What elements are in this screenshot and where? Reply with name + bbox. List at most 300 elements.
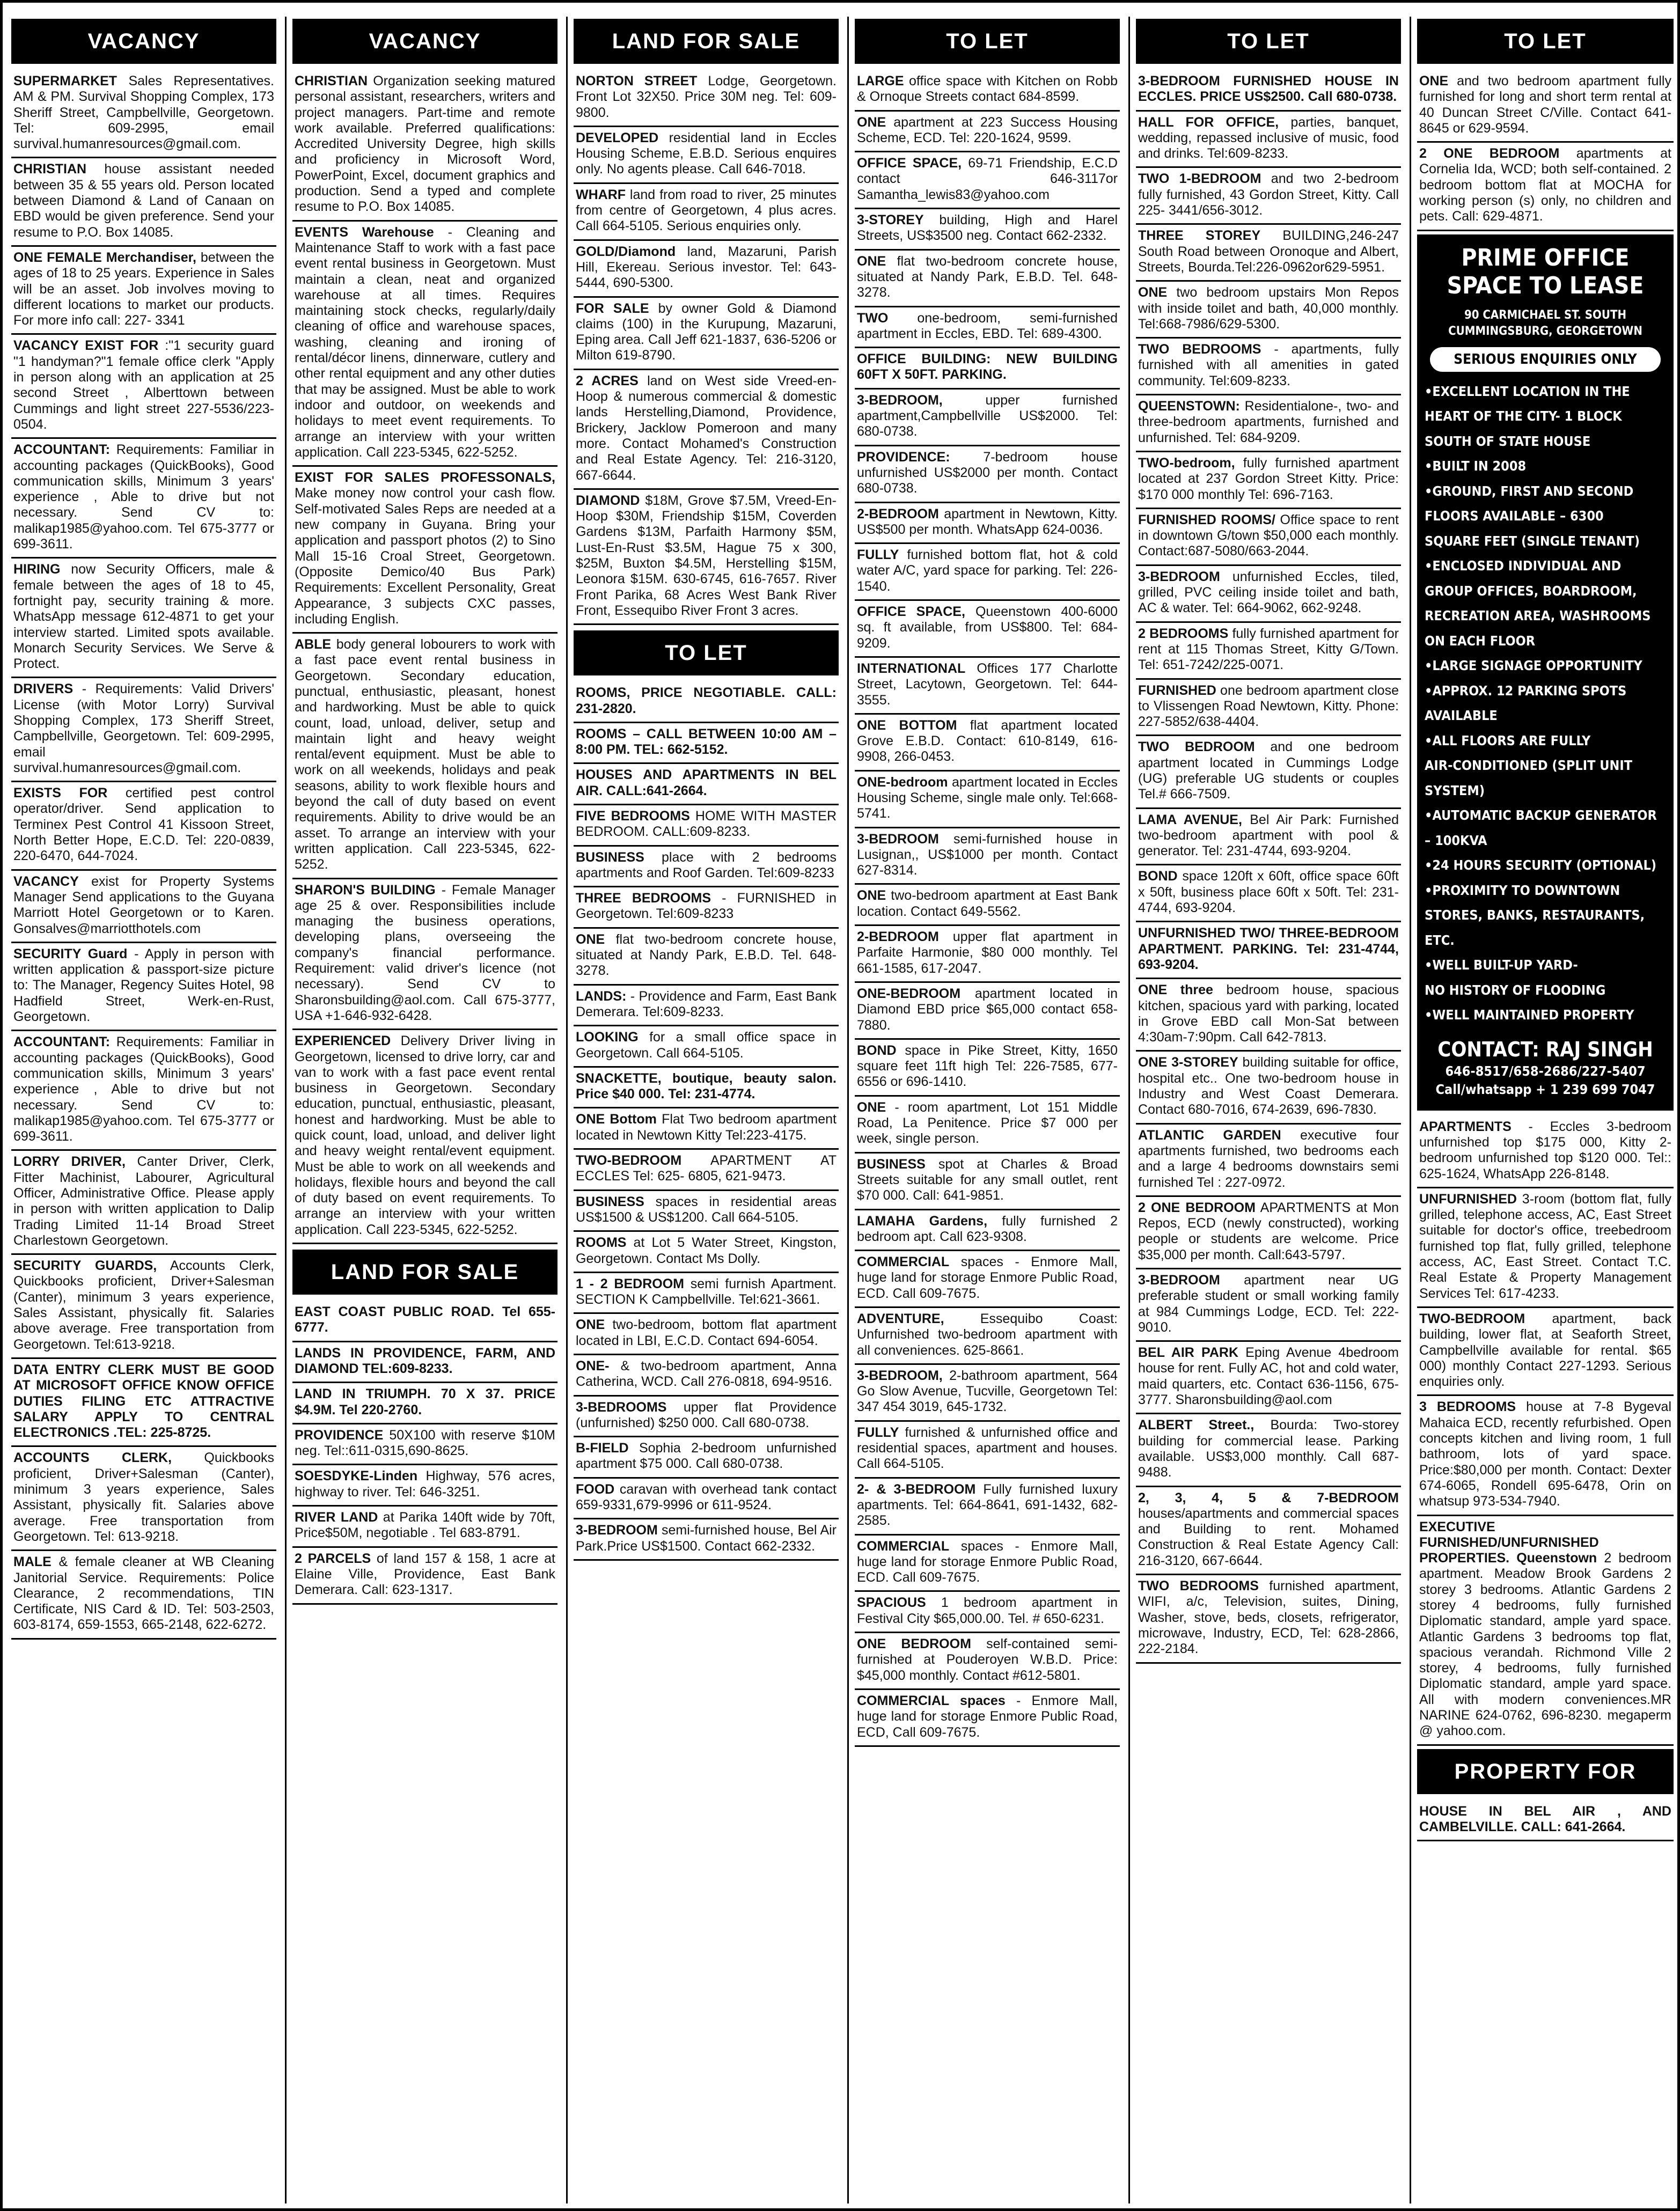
ad-lead: BUSINESS [576, 1194, 644, 1209]
classified-ad [292, 1383, 557, 1424]
ad-body: body general lobourers to work with a fast pace event rental business in Georgetown. Secondary education, punctual, enthusiastic, pleasant, honest and hardworking. Must be able to quick count, load, unload, deliver, setup and maintain light and heavy weight rental/event equipment. Must be able to work on all weekends, holidays and peak seasons, ability to work flexible hours and beyond the call of duty based on event requirements. Ability to drive would be an asset. To arrange an interview with your written application. Call 223-5345, 622-5252. [295, 637, 555, 872]
ad-lead: OFFICE BUILDING: NEW BUILDING 60FT X 50FT. PARKING. [857, 351, 1118, 383]
ad-body: Essequibo Coast: Unfurnished two-bedroom apartment with all conveniences. 625-8661. [857, 1311, 1118, 1358]
classified-ad [11, 158, 276, 246]
classified-ad [11, 1255, 276, 1359]
ad-body: house assistant needed between 35 & 55 years old. Person located between Diamond & Land of Canaan on EBD would be given preference. Send your resume to P.O. Box 14085. [13, 161, 274, 240]
ad-lead: ABLE [295, 637, 332, 652]
ad-body: at Lot 5 Water Street, Kingston, Georgetown. Contact Ms Dolly. [576, 1235, 837, 1266]
ad-lead: 3-BEDROOM, [857, 1368, 943, 1383]
ad-body: flat two-bedroom concrete house, situated at Nandy Park, E.B.D. Tel. 648-3278. [576, 931, 837, 979]
ad-lead: NORTON STREET [576, 74, 698, 89]
vacancy-ads [292, 70, 557, 1244]
classified-ad [574, 805, 839, 847]
ad-lead: OFFICE SPACE, [857, 604, 965, 620]
classified-ad [855, 503, 1120, 545]
section-header-to-let: TO LET [1136, 19, 1401, 64]
ad-body: Highway, 576 acres, highway to river. Tel: 646-3251. [295, 1468, 555, 1500]
column-to-let [855, 17, 1120, 2203]
ad-body: Delivery Driver living in Georgetown, licensed to drive lorry, car and van to work with a fast pace event rental business in Georgetown. Secondary education, punctual, enthusiastic, pleasant, honest and hardworking. Must be able to quick count, load, unload, and deliver light and heavy weight rental/event equipment. Must be able to work on all weekends and holidays, flexible hours and beyond the call of duty based on event requirements. To arrange an interview with your written application. Call 223-5345, 622-5252. [295, 1033, 555, 1237]
column-vacancy-land [292, 17, 557, 2203]
classified-ad [855, 772, 1120, 828]
classified-ad [574, 241, 839, 298]
ad-body: - Cleaning and Maintenance Staff to work with a fast pace event rental business in Georgetown. Must maintain a clean, neat and organized warehouse at all times. Requires maintaining stock checks, regularly/daily cleaning of office and warehouse spaces, washing, cleaning and ironing of rental/décor linens, dinnerware, cutlery and other rental equipment and any other duties that may be assigned. Must be able to work indoor and outdoor, on weekends and holidays to meet event requirements. To arrange an interview with your written application. Call 223-5345, 622-5252. [295, 224, 556, 460]
feature-line: ETC. [1425, 932, 1455, 948]
ad-lead: 1 - 2 BEDROOM [576, 1276, 684, 1291]
classified-ad [1136, 865, 1401, 922]
ad-lead: TWO BEDROOMS [1138, 342, 1261, 357]
land-ads [574, 70, 839, 625]
ad-lead: 3-BEDROOMS [576, 1399, 667, 1415]
classified-ad [1136, 979, 1401, 1052]
ad-body: apartment located in Eccles Housing Scheme, single male only. Tel:668-5741. [857, 774, 1118, 821]
classified-ad [1136, 809, 1401, 866]
feature-line: •WELL BUILT-UP YARD- [1425, 957, 1578, 973]
ad-body: & female cleaner at WB Cleaning Janitorial Service. Requirements: Police Clearance, 2 recommendations, TIN Certificate, NIS Card & ID. Tel: 503-2503, 603-8174, 659-1553, 665-2148, 622-6272. [13, 1554, 274, 1633]
classified-ad [1136, 680, 1401, 737]
ad-body: semi-furnished house in Lusignan,, US$1000 per month. Contact 627-8314. [857, 831, 1118, 878]
ad-body: certified pest control operator/driver. Send application to Terminex Pest Control 41 Kissoon Street, North Better Hope, E.C.D. Tel: 220-0839, 220-6470, 644-7024. [13, 785, 274, 864]
classified-ad [855, 1536, 1120, 1592]
ad-lead: ONE Bottom [576, 1112, 657, 1127]
feature-line: •EXCELLENT LOCATION IN THE [1425, 383, 1630, 399]
classified-ad [292, 1342, 557, 1384]
ad-lead: UNFURNISHED TWO/ THREE-BEDROOM APARTMENT. PARKING. Tel: 231-4744, 693-9204. [1138, 925, 1399, 972]
ad-lead: FURNISHED [1138, 682, 1216, 698]
ad-lead: WHARF [576, 187, 626, 202]
classified-ad [574, 847, 839, 888]
feature-line: RECREATION AREA, WASHROOMS [1425, 608, 1651, 624]
classified-ad [855, 70, 1120, 112]
ad-body: flat two-bedroom concrete house, situated at Nandy Park, E.B.D. Tel. 648-3278. [857, 253, 1118, 300]
ad-lead: FURNISHED ROOMS/ [1138, 512, 1275, 527]
classified-ad [855, 1633, 1120, 1690]
ad-body: Fully furnished luxury apartments. Tel: 664-8641, 691-1432, 682-2585. [857, 1481, 1118, 1529]
ad-body: spot at Charles & Broad Streets suitable for any small outlet, rent $70 000. Call: 641-9851. [857, 1156, 1118, 1203]
ad-lead: 3-STOREY [857, 212, 924, 228]
ad-lead: EVENTS Warehouse [295, 224, 434, 240]
ad-lead: FOOD [576, 1481, 615, 1497]
ad-body: Sales Representatives. AM & PM. Survival Shopping Complex, 173 Sheriff Street, Campbellville, Georgetown. Tel: 609-2995, email survival.humanresources@gmail.com. [13, 74, 274, 152]
classified-ad [1136, 1052, 1401, 1124]
ad-body: Office space to rent in downtown G/town $50,000 each monthly. Contact:687-5080/663-2044. [1138, 512, 1399, 559]
ad-lead: FOR SALE [576, 300, 649, 316]
ad-lead: ONE 3-STOREY [1138, 1055, 1238, 1070]
feature-line: AVAILABLE [1425, 708, 1498, 724]
ad-lead: 2 BEDROOMS [1138, 626, 1229, 641]
ad-body: fully furnished apartment for rent at 115 Thomas Street, Kitty G/Town. Tel: 651-7242/225-0071. [1138, 626, 1399, 673]
ad-body: upper furnished apartment,Campbellville US$2000. Tel: 680-0738. [857, 392, 1118, 439]
classified-ad [1136, 922, 1401, 979]
classified-ad [855, 1690, 1120, 1747]
ad-body: 1 bedroom apartment in Festival City $65,000.00. Tel. # 650-6231. [857, 1595, 1118, 1626]
classified-ad [292, 70, 557, 222]
ad-lead: CHRISTIAN [295, 74, 368, 89]
ad-body: by owner Gold & Diamond claims (100) in the Kurupung, Mazaruni, Eping area. Call Jeff 621-1837, 636-5206 or Milton 619-8790. [576, 300, 837, 363]
section-header-land-for-sale: LAND FOR SALE [574, 19, 839, 64]
classified-ad [1136, 1575, 1401, 1663]
ad-lead: 2-BEDROOM [857, 506, 939, 521]
ad-body: parties, banquet, wedding, repassed inclusive of music, food and drinks. Tel:609-8233. [1138, 114, 1399, 161]
classified-ad [292, 222, 557, 467]
ad-lead: ALBERT Street., [1138, 1417, 1255, 1433]
feature-line: •LARGE SIGNAGE OPPORTUNITY [1425, 658, 1642, 674]
ad-body: bedroom house, spacious kitchen, spacious yard with parking, located in Grove EBD call Mon-Sat between 4:30am-7:90pm. Call 642-7813. [1138, 982, 1399, 1045]
ad-body: furnished bottom flat, hot & cold water A/C, yard space for parking. Tel: 226-1540. [857, 547, 1118, 594]
feature-line: STORES, BANKS, RESTAURANTS, [1425, 907, 1645, 923]
classified-ad [574, 70, 839, 127]
feature-line: HEART OF THE CITY- 1 BLOCK [1425, 408, 1622, 424]
section-header-to-let: TO LET [855, 19, 1120, 64]
classified-ad [574, 682, 839, 723]
ad-body: - Requirements: Valid Drivers' License (with Motor Lorry) Survival Shopping Complex, 173 Sheriff Street, Campbellville, Georgetown. Tel: 609-2995, email survival.humanresources@gmail.com. [13, 681, 274, 775]
ad-lead: HIRING [13, 562, 61, 577]
classified-ad [1136, 225, 1401, 282]
classified-ad [1136, 70, 1401, 112]
ad-body: self-contained semi-furnished at Pouderoyen W.B.D. Price: $45,000 monthly. Contact #612-5801. [857, 1636, 1118, 1683]
ad-lead: EAST COAST PUBLIC ROAD. Tel 655-6777. [295, 1304, 555, 1335]
classified-ad [574, 298, 839, 370]
ad-lead: LANDS: [576, 988, 627, 1004]
classified-ad [11, 782, 276, 870]
column-divider [847, 17, 849, 2203]
classified-ad [855, 1097, 1120, 1154]
column-divider [566, 17, 568, 2203]
ad-lead: ROOMS, PRICE NEGOTIABLE. CALL: 231-2820. [576, 685, 837, 716]
ad-lead: OFFICE SPACE, [857, 156, 962, 171]
ad-lead: SECURITY GUARDS, [13, 1258, 157, 1274]
classified-ad [855, 1040, 1120, 1097]
classified-ad [1136, 168, 1401, 225]
ad-lead: 3-BEDROOM [1138, 1273, 1220, 1288]
classified-ad [292, 1424, 557, 1466]
ad-lead: EXIST FOR SALES PROFESSONALS, [295, 470, 555, 486]
classified-ad [1136, 1197, 1401, 1269]
classified-ad [292, 467, 557, 634]
classified-ad [1136, 1125, 1401, 1197]
classified-ad [855, 1365, 1120, 1422]
classified-ad [574, 184, 839, 241]
ad-body: 2-bathroom apartment, 564 Go Slow Avenue, Tucville, Georgetown Tel: 347 454 3019, 645-1732. [857, 1368, 1118, 1415]
classified-ad [574, 1355, 839, 1397]
feature-line: AIR-CONDITIONED (SPLIT UNIT [1425, 758, 1633, 774]
ad-lead: ONE BOTTOM [857, 717, 957, 733]
ad-lead: QUEENSTOWN: [1138, 399, 1240, 414]
ad-lead: ADVENTURE, [857, 1311, 944, 1326]
ad-body: spaces - Enmore Mall, huge land for storage Enmore Public Road, ECD. Call 609-7675. [857, 1538, 1118, 1585]
classified-ad [574, 1479, 839, 1520]
feature-line: ON EACH FLOOR [1425, 633, 1536, 649]
ad-body: 3-room (bottom flat, fully grilled, telephone access, AC, East Street suitable for doctor's office, treebedroom furnished top flat, fully grilled, telephone access, AC, East Street. Contact T.C. Real Estate & Property Management Services Tel: 617-4233. [1419, 1191, 1671, 1301]
ad-body: two-bedroom, bottom flat apartment located in LBI, E.C.D. Contact 694-6054. [576, 1317, 837, 1348]
classified-ad [11, 1031, 276, 1151]
ad-body: land on West side Vreed-en-Hoop & numerous commercial & domestic lands Herstelling,Diamond, Providence, Brickery, Jacklow Pomeroon and many more. Contact Mohamed's Construction and Real Estate Agency. Tel: 216-3120, 667-6644. [576, 373, 837, 483]
column-to-let [1136, 17, 1401, 2203]
ad-body: & two-bedroom apartment, Anna Catherina, WCD. Call 276-0818, 694-9516. [576, 1358, 837, 1390]
classified-ad [292, 634, 557, 879]
ad-body: APARTMENT AT ECCLES Tel: 625- 6805, 621-9473. [576, 1153, 837, 1184]
section-header-to-let: TO LET [574, 630, 839, 675]
ad-lead: ONE [857, 888, 886, 904]
classified-ad [292, 1507, 557, 1548]
classified-ad [855, 715, 1120, 772]
classified-ad [1136, 452, 1401, 509]
classified-ad [1136, 736, 1401, 809]
classified-ad [1417, 1308, 1674, 1396]
classified-ad [1417, 70, 1674, 143]
ad-lead: ONE [857, 253, 886, 269]
ad-body: furnished apartment, WIFI, a/c, Television, suites, Dining, Washer, stove, beds, closets, refrigerator, microwave, Industry, ECD, Tel: 628-2866, 222-2184. [1138, 1578, 1399, 1657]
feature-line: SQUARE FEET (SINGLE TENANT) [1425, 533, 1640, 549]
ad-body: apartment at 223 Success Housing Scheme, ECD. Tel: 220-1624, 9599. [857, 114, 1118, 145]
ad-body: semi-furnished house, Bel Air Park.Price US$1500. Contact 662-2332. [576, 1523, 837, 1554]
ad-lead: DEVELOPED [576, 130, 659, 145]
land-ads [292, 1301, 557, 1604]
feature-line: •AUTOMATIC BACKUP GENERATOR [1425, 807, 1657, 824]
feature-line: •WELL MAINTAINED PROPERTY [1425, 1007, 1634, 1023]
ad-body: Sophia 2-bedroom unfurnished apartment $75 000. Call 680-0738. [576, 1441, 837, 1472]
classified-ad [574, 1519, 839, 1561]
column-divider [285, 17, 287, 2203]
classified-ad [11, 559, 276, 678]
classified-ad [1136, 566, 1401, 623]
ad-lead: 3-BEDROOM [1138, 569, 1220, 584]
ad-lead: LORRY DRIVER, [13, 1154, 126, 1170]
ad-body: flat apartment located Grove E.B.D. Contact: 610-8149, 616-9908, 266-0453. [857, 717, 1118, 765]
ad-body: $18M, Grove $7.5M, Vreed-En-Hoop $30M, Friendship $15M, Coverden Gardens $13M, Parfaith Harmony $5M, Lust-En-Rust $3.5M, Hague 75 x 300, $25M, Buxton $4.5M, Herstelling $15M, Leonora $15M. 630-6745, 616-7657. River Front Parika, 68 Acres West Bank River Front, Essequibo River Front 3 acres. [576, 493, 837, 618]
ad-body: houses/apartments and commercial spaces and Building to rent. Mohamed Construction & Real Estate Agency Call: 216-3120, 667-6644. [1138, 1505, 1399, 1568]
ad-body: apartment near UG preferable student or small working family at 984 Cummings Lodge, ECD. Tel: 222-9010. [1138, 1273, 1399, 1335]
feature-line: FLOORS AVAILABLE – 6300 [1425, 508, 1604, 524]
classified-ad [1136, 509, 1401, 566]
classified-ad [574, 490, 839, 625]
ad-lead: VACANCY EXIST FOR [13, 338, 159, 354]
ad-body: - room apartment, Lot 151 Middle Road, La Penitence. Price $7 000 per week, single person. [857, 1099, 1118, 1147]
ad-lead: INTERNATIONAL [857, 660, 966, 676]
ad-lead: COMMERCIAL [857, 1538, 950, 1554]
ad-body: space in Pike Street, Kitty, 1650 square feet 11ft high Tel: 226-7585, 677-6556 or 696-1410. [857, 1042, 1118, 1090]
classified-ad [1136, 1414, 1401, 1487]
ad-lead: SOESDYKE-Linden [295, 1468, 418, 1484]
ad-body: at Parika 140ft wide by 70ft, Price$50M, negotiable . Tel 683-8791. [295, 1510, 555, 1541]
classified-ad [1417, 1396, 1674, 1516]
classified-ad [574, 1108, 839, 1150]
ad-lead: ONE [857, 114, 886, 130]
ad-lead: TWO BEDROOMS [1138, 1578, 1259, 1594]
ad-body: HOME WITH MASTER BEDROOM. CALL:609-8233. [576, 808, 837, 840]
ad-body: two bedroom upstairs Mon Repos with inside toilet and bath, 40,000 monthly. Tel:668-7986/629-5300. [1138, 285, 1399, 332]
feature-line: •ENCLOSED INDIVIDUAL AND [1425, 558, 1622, 574]
classified-ad [855, 348, 1120, 390]
classified-ad [11, 335, 276, 439]
classified-ad [1136, 623, 1401, 680]
ad-lead: EXISTS FOR [13, 785, 108, 801]
feature-list [1425, 379, 1666, 1028]
ad-lead: ONE [857, 1099, 886, 1115]
ad-lead: BUSINESS [576, 849, 644, 865]
classified-ad [292, 879, 557, 1031]
ad-lead: MALE [13, 1554, 52, 1570]
to-let-ads [855, 70, 1120, 1747]
classified-ad [574, 723, 839, 765]
ad-lead: BOND [1138, 869, 1178, 884]
classified-ad [292, 1548, 557, 1605]
classified-ad [11, 678, 276, 782]
feature-line: •BUILT IN 2008 [1425, 458, 1527, 474]
ad-lead: FULLY [857, 547, 899, 563]
ad-body: fully furnished apartment located at 237 Gordon Street Kitty. Price: $170 000 monthly Tel: 696-7163. [1138, 455, 1399, 502]
classified-ad [855, 828, 1120, 885]
vacancy-ads [11, 70, 276, 1640]
ad-lead: PROVIDENCE [295, 1427, 384, 1443]
ad-lead: ONE BEDROOM [857, 1636, 971, 1652]
ad-lead: ONE [576, 931, 605, 947]
ad-body: executive four apartments furnished, two bedrooms each and a large 4 bedrooms downstairs semi furnished Tel : 227-0972. [1138, 1127, 1399, 1190]
ad-body: 7-bedroom house unfurnished US$2000 per month. Contact 680-0738. [857, 449, 1118, 496]
property-ads [1417, 1801, 1674, 1842]
ad-lead: TWO 1-BEDROOM [1138, 171, 1261, 187]
advert-whatsapp: Call/whatsapp + 1 239 699 7047 [1435, 1081, 1655, 1097]
classified-ad [11, 247, 276, 335]
ad-body: land from road to river, 25 minutes from centre of Georgetown, 4 plus acres. Call 664-5105. Serious enquiries only. [576, 187, 837, 234]
prime-office-advert [1417, 234, 1674, 1111]
ad-body: building, High and Harel Streets, US$3500 neg. Contact 662-2332. [857, 212, 1118, 244]
ad-lead: ACCOUNTANT: [13, 442, 111, 458]
classified-ad [574, 764, 839, 805]
classified-ad [855, 307, 1120, 349]
ad-body: and two bedroom apartment fully furnished for long and short term rental at 40 Duncan Street C/Ville. Contact 641-8645 or 629-9594. [1419, 74, 1671, 136]
ad-lead: ONE [1419, 74, 1449, 89]
ad-body: caravan with overhead tank contact 659-9331,679-9996 or 611-9524. [576, 1481, 837, 1513]
advert-address: 90 CARMICHAEL ST. SOUTH CUMMINGSBURG, GEORGETOWN [1448, 308, 1642, 338]
to-let-ads [1136, 70, 1401, 1664]
classified-ad [574, 1150, 839, 1191]
ad-lead: THREE BEDROOMS [576, 891, 711, 906]
ad-body: spaces - Enmore Mall, huge land for storage Enmore Public Road, ECD. Call 609-7675. [857, 1254, 1118, 1301]
ad-lead: ROOMS [576, 1235, 627, 1251]
classified-ad [574, 370, 839, 490]
classified-ad [574, 1232, 839, 1273]
ad-body: - apartments, fully furnished with all amenities in gated community. Tel:609-8233. [1138, 342, 1399, 388]
ad-lead: LAMAHA Gardens, [857, 1213, 988, 1229]
ad-lead: BOND [857, 1042, 897, 1058]
ad-body: 2 bedroom apartment. Meadow Brook Gardens 2 storey 3 bedrooms. Atlantic Gardens 2 storey 4 bedrooms, fully furnished Diplomatic standard, ample yard space. Atlantic Gardens 3 bedrooms top flat, spacious verandah. Richmond Ville 2 storey, 4 bedrooms, fully furnished Diplomatic standard, ample yard space. All with modern conveniences.MR NARINE 624-0762, 696-8230. megaperm @ yahoo.com. [1419, 1551, 1671, 1739]
column-divider [1128, 17, 1130, 2203]
feature-line: GROUP OFFICES, BOARDROOM, [1425, 583, 1637, 599]
classified-ad [11, 871, 276, 943]
ad-lead: SHARON'S BUILDING [295, 882, 436, 898]
classified-ad [855, 251, 1120, 307]
classified-ad [855, 209, 1120, 251]
classified-ad [574, 1314, 839, 1355]
classified-ad [1136, 282, 1401, 339]
ad-body: two-bedroom apartment at East Bank location. Contact 649-5562. [857, 888, 1118, 919]
ad-lead: SECURITY Guard [13, 946, 128, 961]
ad-body: semi furnish Apartment. SECTION K Campbellville. Tel:621-3661. [576, 1276, 837, 1307]
ad-body: of land 157 & 158, 1 acre at Elaine Ville, Providence, East Bank Demerara. Call: 623-1317. [295, 1551, 555, 1598]
ad-body: Flat Two bedroom apartment located in Newtown Kitty Tel:223-4175. [576, 1112, 837, 1143]
ad-body: Bourda: Two-storey building for commercial lease. Parking available. US$3,000 monthly. Call 687-9488. [1138, 1417, 1399, 1480]
section-header-vacancy: VACANCY [11, 19, 276, 64]
classified-ad [574, 1068, 839, 1109]
ad-body: one-bedroom, semi-furnished apartment in Eccles, EBD. Tel: 689-4300. [857, 310, 1118, 341]
ad-body: apartment, back building, lower flat, at Seaforth Street, Campbellville available for rental. $65 000) monthly Contact 227-1293. Serious enquiries only. [1419, 1311, 1671, 1390]
ad-lead: 2 ACRES [576, 373, 639, 388]
ad-body: fully furnished 2 bedroom apt. Call 623-9308. [857, 1213, 1118, 1244]
ad-lead: PROVIDENCE: [857, 449, 950, 465]
classified-ad [1417, 1516, 1674, 1746]
ad-lead: ACCOUNTANT: [13, 1034, 111, 1050]
ad-lead: LAND IN TRIUMPH. 70 X 37. PRICE $4.9M. Tel 220-2760. [295, 1386, 555, 1417]
column-to-let-property [1417, 17, 1674, 2203]
classified-ad [11, 70, 276, 158]
ad-body: furnished & unfurnished office and residential spaces, apartment and houses. Call 664-5105. [857, 1424, 1118, 1472]
ad-lead: 2- & 3-BEDROOM [857, 1481, 976, 1497]
column-vacancy [11, 17, 276, 2203]
ad-body: Accounts Clerk, Quickbooks proficient, Driver+Salesman (Canter), minimum 3 years experience, Sales Assistant, physically fit. Salaries above average. Free transportation from Georgetown. Tel:613-9218. [13, 1258, 274, 1352]
ad-body: house at 7-8 Bygeval Mahaica ECD, recently refurbished. Open concepts kitchen and living room, 1 full bathroom, lots of yard space. Price:$80,000 per month. Contact: Dexter 674-6065, Rondell 695-6478, Orin on whatsup 973-534-7940. [1419, 1399, 1671, 1509]
ad-lead: 2 ONE BEDROOM [1419, 146, 1560, 161]
classified-ad [1136, 112, 1401, 168]
classified-ad [11, 1447, 276, 1551]
classified-ad [574, 1397, 839, 1438]
ad-body: - Providence and Farm, East Bank Demerara. Tel:609-8233. [576, 988, 837, 1019]
classified-ad [855, 658, 1120, 715]
ad-lead: DIAMOND [576, 493, 640, 508]
feature-line: •PROXIMITY TO DOWNTOWN [1425, 882, 1620, 898]
classified-ad [1136, 1487, 1401, 1575]
to-let-ads [1417, 1116, 1674, 1746]
classified-ad [1136, 1269, 1401, 1342]
to-let-ads [574, 682, 839, 1561]
ad-lead: LANDS IN PROVIDENCE, FARM, AND DIAMOND TEL:609-8233. [295, 1345, 555, 1376]
ad-body: Offices 177 Charlotte Street, Lacytown, Georgetown. Tel: 644-3555. [857, 660, 1118, 708]
classified-ad [855, 926, 1120, 983]
classified-ad [855, 446, 1120, 503]
feature-line: •24 HOURS SECURITY (OPTIONAL) [1425, 857, 1657, 873]
ad-body: Lodge, Georgetown. Front Lot 32X50. Price 30M neg. Tel: 609-9800. [576, 74, 837, 120]
ad-lead: 2, 3, 4, 5 & 7-BEDROOM [1138, 1490, 1399, 1505]
ad-body: Organization seeking matured personal assistant, researchers, writers and project managers. Part-time and remote work available. Preferred qualifications: Accredited University Degree, high skills and proficiency in Microsoft Word, PowerPoint, Excel, document graphics and production. Send a typed and complete resume to P.O. Box 14085. [295, 74, 555, 215]
ad-body: apartment in Newtown, Kitty. US$500 per month. WhatsApp 624-0036. [857, 506, 1118, 537]
ad-body: building suitable for office, hospital etc.. One two-bedroom house in Industry and West Coast Demerara. Contact 680-7016, 674-2639, 696-7830. [1138, 1055, 1399, 1118]
ad-lead: 3 BEDROOMS [1419, 1399, 1516, 1415]
ad-lead: 3-BEDROOM [576, 1523, 658, 1538]
ad-lead: TWO BEDROOM [1138, 739, 1255, 755]
ad-lead: 3-BEDROOM FURNISHED HOUSE IN ECCLES. PRICE US$2500. Call 680-0738. [1138, 74, 1399, 105]
ad-lead: TWO [857, 310, 889, 326]
ad-body: spaces in residential areas US$1500 & US$1200. Call 664-5105. [576, 1194, 837, 1225]
ad-body: 50X100 with reserve $10M neg. Tel::611-0315,690-8625. [295, 1427, 555, 1459]
serious-enquiries-badge: SERIOUS ENQUIRIES ONLY [1430, 347, 1661, 372]
classified-ad [855, 544, 1120, 601]
ad-lead: TWO-BEDROOM [1419, 1311, 1525, 1326]
ad-lead: TWO-bedroom, [1138, 455, 1235, 471]
ad-lead: ONE [576, 1317, 605, 1333]
classified-ad [574, 127, 839, 184]
classified-ad [1136, 339, 1401, 395]
ad-lead: CHRISTIAN [13, 161, 87, 177]
ad-lead: ONE-BEDROOM [857, 986, 961, 1001]
ad-body: - Female Manager age 25 & over. Responsibilities include managing the business operations, developing plans, overseeing the company's financial performance. Requirement: valid driver's licence (not necessary). Send CV to Sharonsbuilding@aol.com. Call 675-3777, USA +1-646-932-6428. [295, 882, 555, 1023]
ad-body: now Security Officers, male & female between the ages of 18 to 45, fortnight pay, security training & more. WhatsApp message 612-4871 to get your interview started. Limited spots available. Monarch Security Services. We Serve & Protect. [13, 562, 274, 672]
classified-ad [1136, 1342, 1401, 1414]
classified-ad [855, 152, 1120, 209]
ad-lead: 2 ONE BEDROOM [1138, 1200, 1256, 1215]
ad-lead: LARGE [857, 74, 904, 89]
ad-lead: THREE STOREY [1138, 228, 1261, 244]
ad-lead: SUPERMARKET [13, 74, 118, 89]
